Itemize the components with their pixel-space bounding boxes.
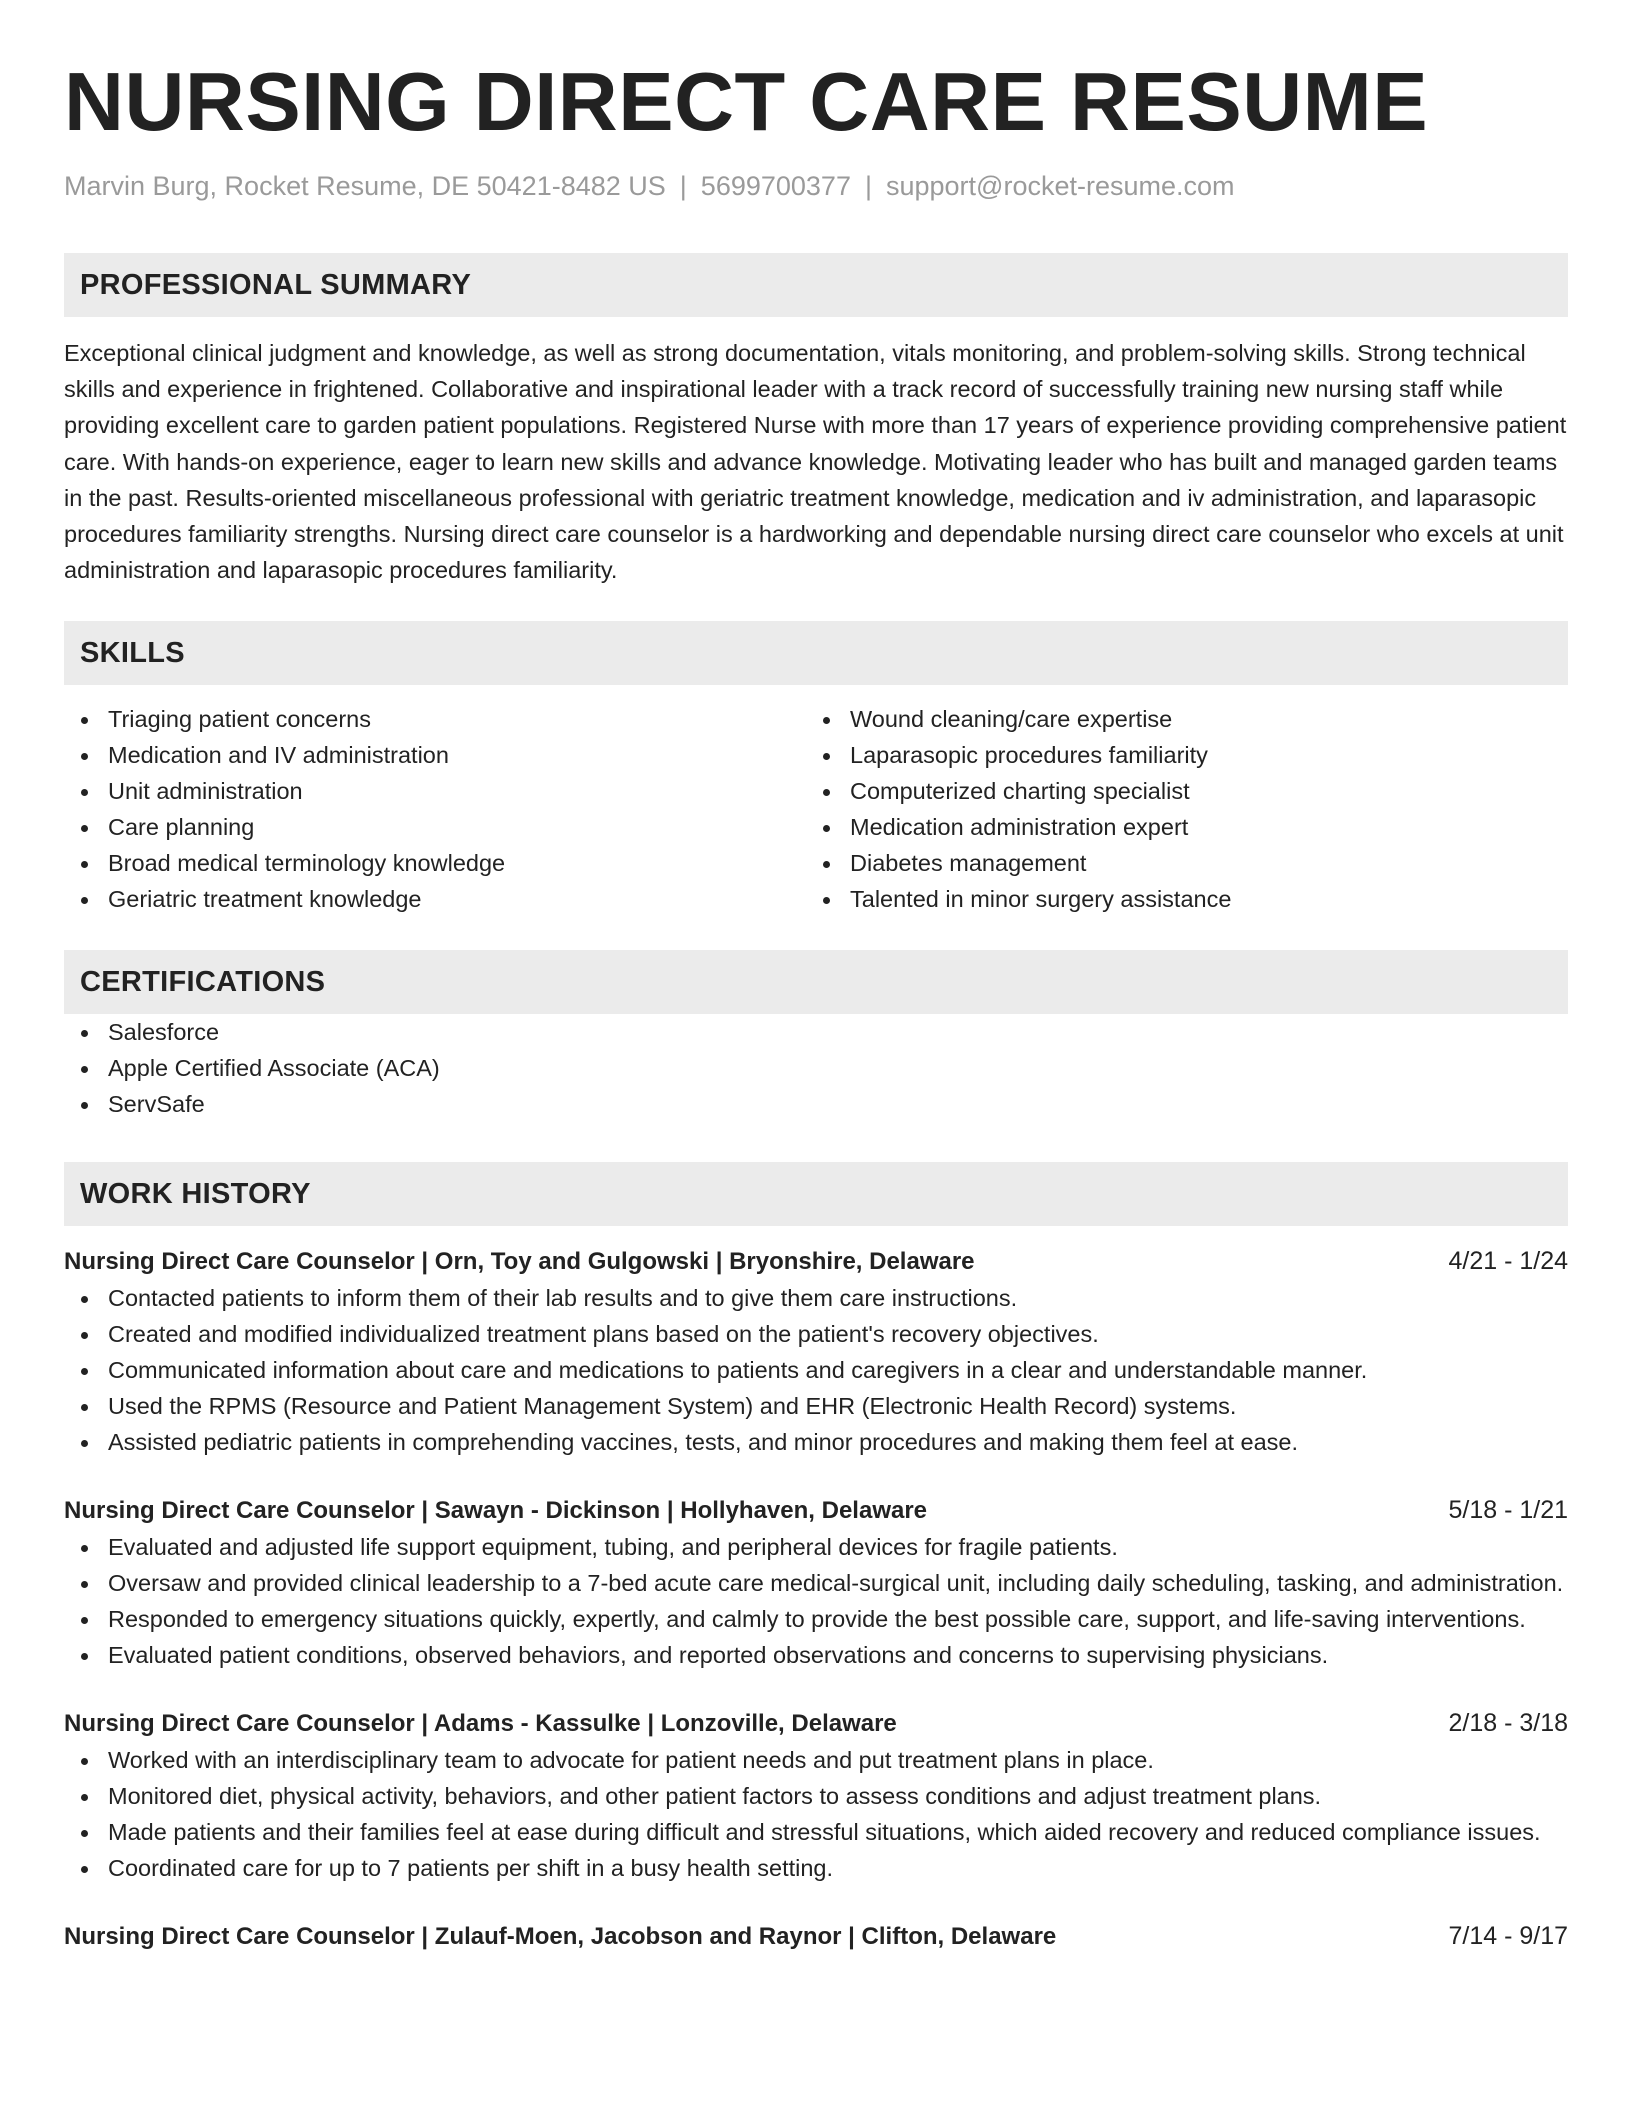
skill-item: Computerized charting specialist	[806, 773, 1548, 809]
contact-separator: |	[864, 171, 872, 201]
job-entry	[64, 1918, 1568, 1955]
job-title: Nursing Direct Care Counselor | Zulauf-Moen, Jacobson and Raynor | Clifton, Delaware	[64, 1923, 1057, 1951]
skills-heading: SKILLS	[64, 621, 1568, 685]
summary-text: Exceptional clinical judgment and knowledge, as well as strong documentation, vitals monitoring, and problem-solving skills. Strong technical skills and experience in frightened. Collaborative and inspirational leader with a track record of successfully training new nursing staff while providing excellent care to garden patient populations. Registered Nurse with more than 17 years of experience providing comprehensive patient care. With hands-on experience, eager to learn new skills and advance knowledge. Motivating leader who has built and managed garden teams in the past. Results-oriented miscellaneous professional with geriatric treatment knowledge, medication and iv administration, and laparasopic procedures familiarity strengths. Nursing direct care counselor is a hardworking and dependable nursing direct care counselor who excels at unit administration and laparasopic procedures familiarity.	[64, 340, 1567, 584]
certification-item: Apple Certified Associate (ACA)	[64, 1050, 1568, 1086]
certifications-heading: CERTIFICATIONS	[64, 950, 1568, 1014]
job-header	[64, 1492, 1568, 1529]
job-duty: Worked with an interdisciplinary team to advocate for patient needs and put treatment plans in place.	[64, 1742, 1568, 1778]
job-title: Nursing Direct Care Counselor | Orn, Toy and Gulgowski | Bryonshire, Delaware	[64, 1248, 975, 1276]
job-entry	[64, 1705, 1568, 1886]
job-dates: 7/14 - 9/17	[1448, 1922, 1568, 1951]
job-duty: Evaluated and adjusted life support equipment, tubing, and peripheral devices for fragile patients.	[64, 1529, 1568, 1565]
job-duties	[64, 1529, 1568, 1673]
job-header	[64, 1243, 1568, 1280]
skills-right-column	[806, 701, 1548, 917]
job-duty: Communicated information about care and medications to patients and caregivers in a clear and understandable manner.	[64, 1352, 1568, 1388]
skill-item: Geriatric treatment knowledge	[64, 881, 806, 917]
skill-item: Care planning	[64, 809, 806, 845]
certifications-list	[64, 1014, 1568, 1122]
skills-left-column	[64, 701, 806, 917]
contact-address: Marvin Burg, Rocket Resume, DE 50421-8482 US	[64, 171, 666, 201]
skill-item: Triaging patient concerns	[64, 701, 806, 737]
job-duty: Coordinated care for up to 7 patients per shift in a busy health setting.	[64, 1850, 1568, 1886]
job-title: Nursing Direct Care Counselor | Adams - Kassulke | Lonzoville, Delaware	[64, 1710, 897, 1738]
job-duty: Used the RPMS (Resource and Patient Management System) and EHR (Electronic Health Record) systems.	[64, 1388, 1568, 1424]
skill-item: Medication and IV administration	[64, 737, 806, 773]
skill-item: Broad medical terminology knowledge	[64, 845, 806, 881]
contact-phone: 5699700377	[700, 171, 851, 201]
job-duty: Responded to emergency situations quickly, expertly, and calmly to provide the best possible care, support, and life-saving interventions.	[64, 1601, 1568, 1637]
job-duty: Monitored diet, physical activity, behaviors, and other patient factors to assess conditions and adjust treatment plans.	[64, 1778, 1568, 1814]
work-history-heading: WORK HISTORY	[64, 1162, 1568, 1226]
job-entry	[64, 1492, 1568, 1673]
job-header	[64, 1705, 1568, 1742]
job-duties	[64, 1742, 1568, 1886]
job-duty: Assisted pediatric patients in comprehending vaccines, tests, and minor procedures and making them feel at ease.	[64, 1424, 1568, 1460]
job-duty: Made patients and their families feel at ease during difficult and stressful situations, which aided recovery and reduced compliance issues.	[64, 1814, 1568, 1850]
skill-item: Laparasopic procedures familiarity	[806, 737, 1548, 773]
summary-heading: PROFESSIONAL SUMMARY	[64, 253, 1568, 317]
job-dates: 4/21 - 1/24	[1448, 1247, 1568, 1276]
job-header	[64, 1918, 1568, 1955]
job-duty: Contacted patients to inform them of their lab results and to give them care instructions.	[64, 1280, 1568, 1316]
contact-separator: |	[679, 171, 687, 201]
skills-grid	[64, 701, 1568, 917]
contact-email: support@rocket-resume.com	[885, 171, 1235, 201]
job-duty: Evaluated patient conditions, observed behaviors, and reported observations and concerns to supervising physicians.	[64, 1637, 1568, 1673]
contact-line	[64, 169, 1568, 203]
job-entry	[64, 1243, 1568, 1460]
skill-item: Talented in minor surgery assistance	[806, 881, 1548, 917]
job-duties	[64, 1280, 1568, 1460]
job-duty: Created and modified individualized treatment plans based on the patient's recovery objectives.	[64, 1316, 1568, 1352]
skill-item: Diabetes management	[806, 845, 1548, 881]
certification-item: Salesforce	[64, 1014, 1568, 1050]
job-dates: 2/18 - 3/18	[1448, 1709, 1568, 1738]
job-duty: Oversaw and provided clinical leadership to a 7-bed acute care medical-surgical unit, including daily scheduling, tasking, and administration.	[64, 1565, 1568, 1601]
certification-item: ServSafe	[64, 1086, 1568, 1122]
job-title: Nursing Direct Care Counselor | Sawayn - Dickinson | Hollyhaven, Delaware	[64, 1497, 928, 1525]
skill-item: Wound cleaning/care expertise	[806, 701, 1548, 737]
resume-title: NURSING DIRECT CARE RESUME	[64, 55, 1429, 148]
skill-item: Medication administration expert	[806, 809, 1548, 845]
job-dates: 5/18 - 1/21	[1448, 1496, 1568, 1525]
skill-item: Unit administration	[64, 773, 806, 809]
